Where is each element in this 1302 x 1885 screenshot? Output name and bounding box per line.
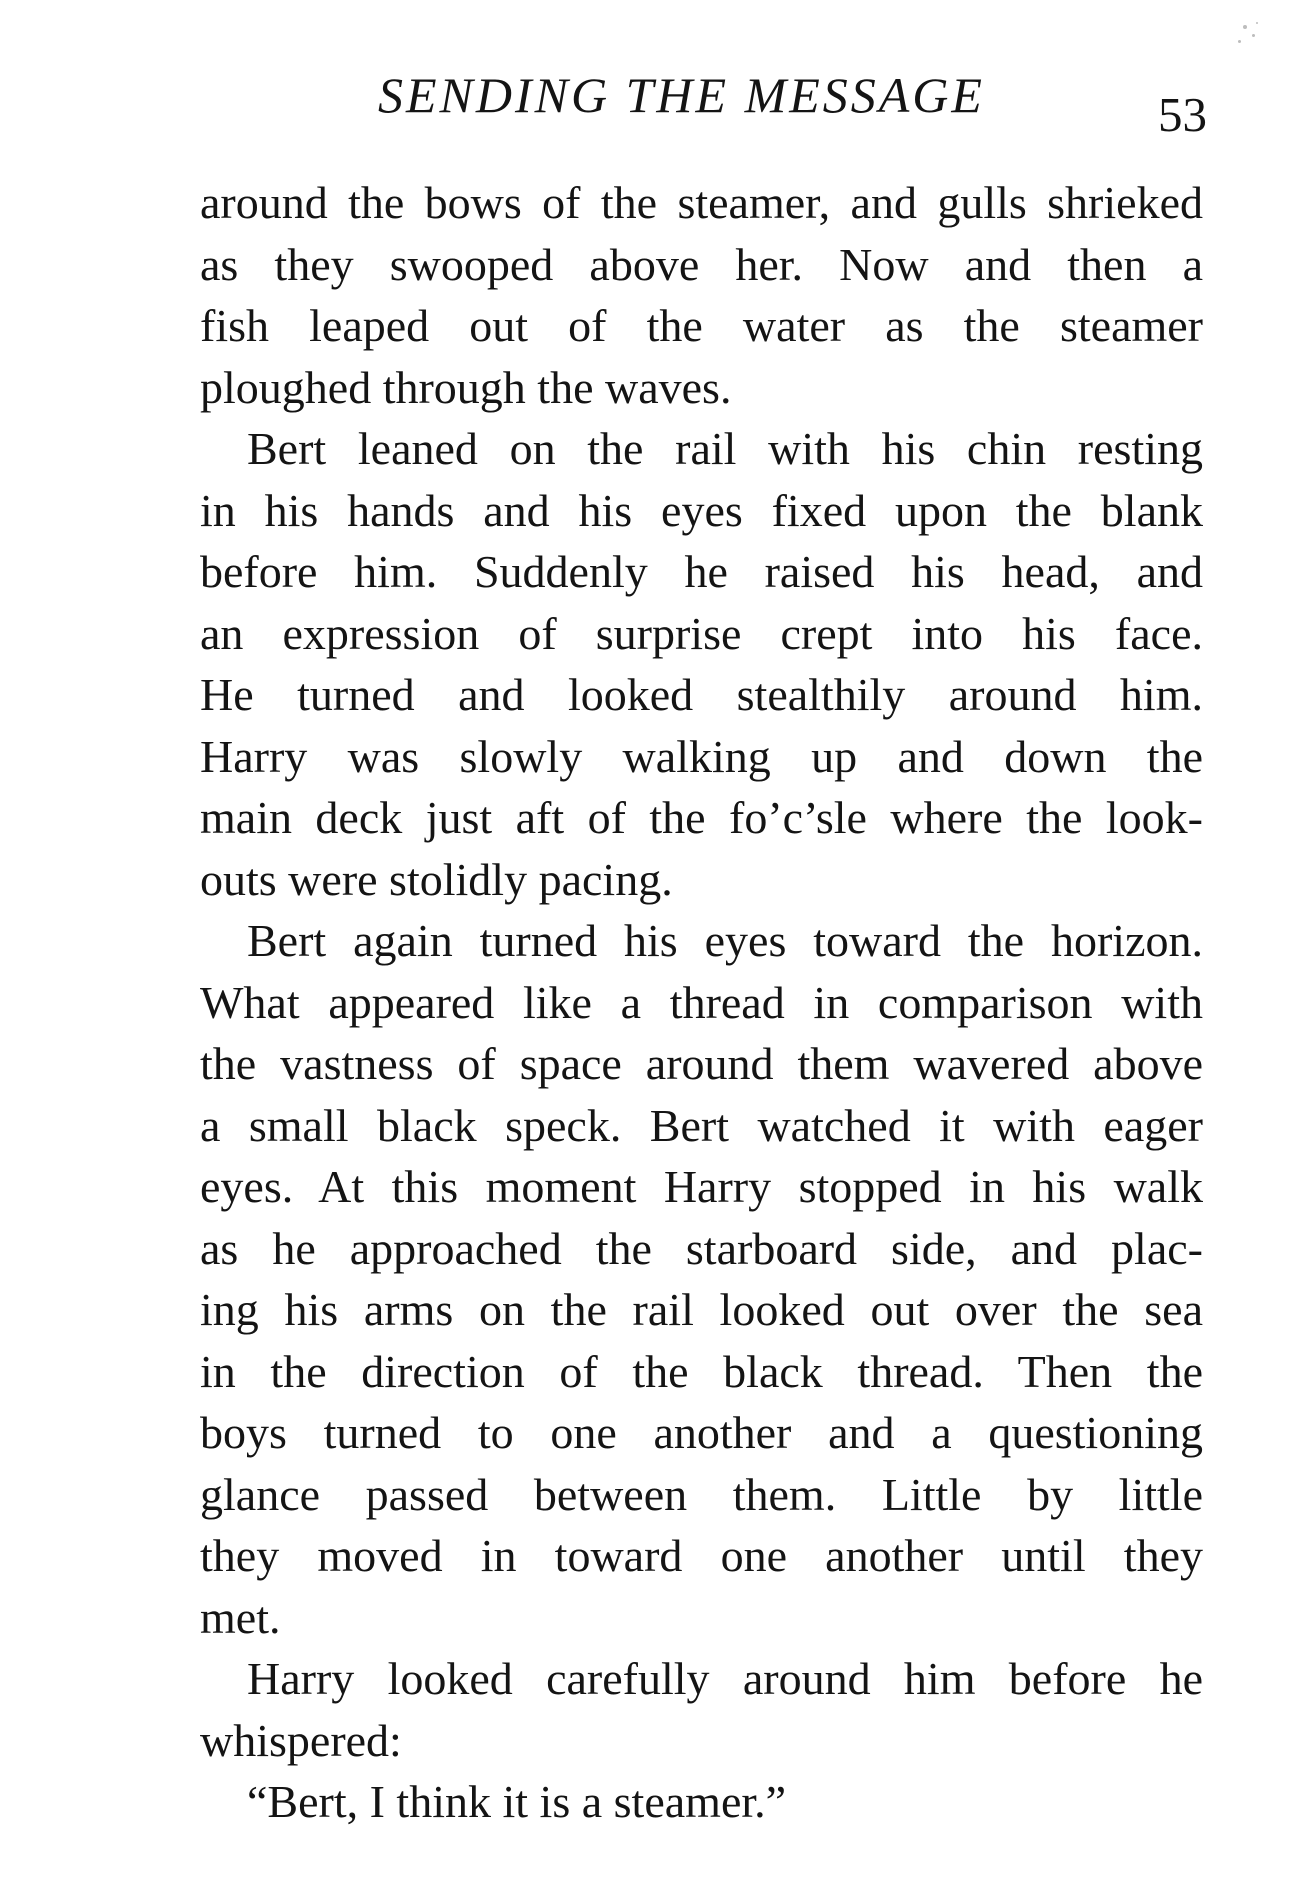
- body-text: [200, 172, 1203, 1833]
- paragraph-first-line: “Bert, I think it is a steamer.”: [247, 1776, 787, 1827]
- paper-speck: [1243, 25, 1247, 29]
- text-line: ing his arms on the rail looked out over the sea: [200, 1284, 1203, 1335]
- text-line: ploughed through the waves.: [200, 361, 732, 413]
- text-line: in the direction of the black thread. Then the: [200, 1345, 1203, 1397]
- text-line: main deck just aft of the fo’c’sle where the look-: [200, 792, 1203, 843]
- paragraph-first-line: Bert again turned his eyes toward the horizon.: [247, 915, 1203, 966]
- text-line: fish leaped out of the water as the steamer: [200, 300, 1203, 351]
- text-line: before him. Suddenly he raised his head, and: [200, 546, 1203, 597]
- text-line: an expression of surprise crept into his face.: [200, 607, 1203, 659]
- text-line: whispered:: [200, 1714, 402, 1766]
- text-line: eyes. At this moment Harry stopped in his walk: [200, 1161, 1203, 1212]
- paragraph-first-line: Bert leaned on the rail with his chin resting: [247, 423, 1203, 474]
- text-line: around the bows of the steamer, and gulls shrieked: [200, 177, 1203, 228]
- text-line: What appeared like a thread in comparison with: [200, 976, 1203, 1028]
- text-line: as they swooped above her. Now and then a: [200, 238, 1203, 290]
- text-line: the vastness of space around them wavered above: [200, 1038, 1203, 1089]
- text-line: in his hands and his eyes fixed upon the blank: [200, 484, 1203, 536]
- text-line: glance passed between them. Little by little: [200, 1468, 1203, 1520]
- text-line: outs were stolidly pacing.: [200, 853, 673, 905]
- text-line: a small black speck. Bert watched it with eager: [200, 1099, 1203, 1151]
- paper-speck: [1256, 22, 1258, 24]
- paper-speck: [1252, 34, 1255, 37]
- text-line: as he approached the starboard side, and plac-: [200, 1222, 1203, 1274]
- text-line: He turned and looked stealthily around him.: [200, 669, 1203, 720]
- text-line: they moved in toward one another until they: [200, 1530, 1203, 1581]
- text-line: Harry was slowly walking up and down the: [200, 730, 1203, 782]
- text-line: boys turned to one another and a questioning: [200, 1407, 1203, 1458]
- paragraph-first-line: Harry looked carefully around him before he: [247, 1653, 1203, 1704]
- paper-speck: [1238, 40, 1241, 43]
- running-head-title: SENDING THE MESSAGE: [378, 67, 985, 123]
- page-number: 53: [1158, 87, 1207, 142]
- text-line: met.: [200, 1591, 281, 1643]
